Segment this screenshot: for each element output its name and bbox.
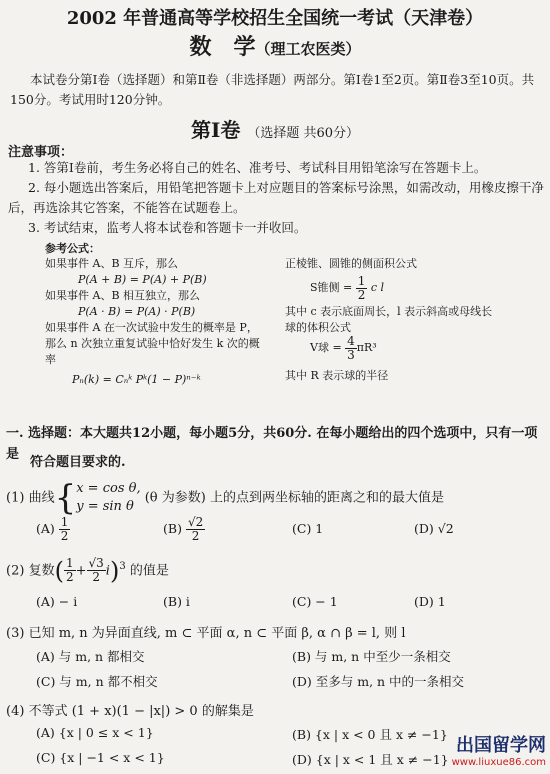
ref-left-line: 如果事件 A、B 相互独立，那么 bbox=[45, 289, 201, 302]
section-heading-cont: 符合题目要求的. bbox=[30, 455, 126, 470]
ref-right-line: V球 = bbox=[310, 341, 346, 354]
watermark-name: 出国留学网 bbox=[456, 735, 546, 756]
option-a: (A) 与 m, n 都相交 bbox=[36, 649, 145, 664]
ref-right-line: c l bbox=[370, 281, 385, 294]
fraction: $\frac{√3}{2}$ bbox=[88, 556, 104, 585]
question-text: 复数 bbox=[28, 563, 55, 579]
imaginary-unit: i bbox=[105, 563, 110, 579]
subject-heading bbox=[0, 30, 550, 61]
question-4 bbox=[6, 700, 254, 719]
fraction: $\frac{√2}{2}$ bbox=[187, 515, 204, 543]
question-1 bbox=[6, 480, 444, 517]
subject-name: 数 学 bbox=[189, 34, 256, 60]
question-number: (4) bbox=[6, 704, 25, 719]
note-item: 2. 每小题选出答案后，用铅笔把答题卡上对应题目的答案标号涂黑，如需改动，用橡皮擦干净后，再选涂其它答案，不能答在试题卷上。 bbox=[8, 180, 544, 215]
option-c: (C) 1 bbox=[292, 521, 324, 536]
volume-label: 第Ⅰ卷 bbox=[190, 118, 241, 142]
question-text: (θ 为参数) 上的点到两坐标轴的距离之和的最大值是 bbox=[144, 490, 444, 506]
option-c: (C) 与 m, n 都不相交 bbox=[36, 674, 158, 689]
ref-left-line: P(A + B) = P(A) + P(B) bbox=[78, 273, 207, 286]
exam-intro: 本试卷分第Ⅰ卷（选择题）和第Ⅱ卷（非选择题）两部分。第Ⅰ卷1至2页。第Ⅱ卷3至10页。共150分。考试用时120分钟。 bbox=[10, 72, 535, 107]
ref-right-line: 球的体积公式 bbox=[285, 321, 351, 334]
note-item: 1. 答第Ⅰ卷前，考生务必将自己的姓名、准考号、考试科目用铅笔涂写在答题卡上。 bbox=[28, 160, 487, 175]
question-number: (1) bbox=[6, 490, 25, 506]
left-brace: { bbox=[54, 478, 77, 518]
option-a: (A) − i bbox=[36, 594, 78, 609]
exponent: 3 bbox=[119, 561, 126, 572]
option-d: (D) 1 bbox=[414, 594, 446, 609]
option-b: (B) i bbox=[163, 594, 190, 609]
question-2 bbox=[6, 551, 169, 587]
ref-left-line: P(A · B) = P(A) · P(B) bbox=[78, 305, 196, 318]
option-b: (B) $\frac{√2}{2}$ bbox=[163, 515, 204, 543]
subject-note: （理工农医类） bbox=[255, 40, 361, 58]
note-item: 3. 考试结束，监考人将本试卷和答题卡一并收回。 bbox=[28, 220, 307, 235]
fraction: $\frac{1}{2}$ bbox=[60, 515, 69, 543]
option-b: (B) 与 m, n 中至少一条相交 bbox=[292, 649, 451, 664]
site-watermark-logo bbox=[452, 731, 546, 768]
right-paren: ) bbox=[109, 556, 120, 585]
option-a: (A) $\frac{1}{2}$ bbox=[36, 515, 69, 543]
fraction: $\frac{4}{3}$ bbox=[347, 333, 355, 362]
exam-title: 2002 年普通高等学校招生全国统一考试（天津卷） bbox=[66, 8, 484, 29]
ref-right-line: πR³ bbox=[356, 341, 377, 354]
option-b: (B) {x | x < 0 且 x ≠ −1} bbox=[292, 727, 448, 742]
volume-heading bbox=[0, 114, 550, 143]
ref-left-line: Pₙ(k) = Cₙᵏ Pᵏ(1 − P)ⁿ⁻ᵏ bbox=[72, 373, 201, 386]
option-d: (D) {x | x < 1 且 x ≠ −1} bbox=[292, 752, 449, 767]
ref-left-line: 如果事件 A 在一次试验中发生的概率是 P， bbox=[45, 321, 258, 334]
ref-left-line: 那么 n 次独立重复试验中恰好发生 k 次的概 bbox=[45, 337, 260, 350]
option-c: (C) {x | −1 < x < 1} bbox=[36, 750, 165, 765]
section-heading: 一. 选择题：本大题共12小题，每小题5分，共60分. 在每小题给出的四个选项中，只有一项是 bbox=[6, 426, 538, 462]
option-a: (A) {x | 0 ≤ x < 1} bbox=[36, 725, 154, 740]
question-text: 不等式 (1 + x)(1 − |x|) > 0 的解集是 bbox=[28, 704, 254, 719]
ref-left-line: 率 bbox=[45, 353, 56, 366]
question-number: (2) bbox=[6, 563, 25, 579]
option-d: (D) 至多与 m, n 中的一条相交 bbox=[292, 674, 465, 689]
fraction: $\frac{1}{2}$ bbox=[65, 556, 74, 585]
ref-cone-formula bbox=[310, 273, 384, 303]
question-number: (3) bbox=[6, 626, 25, 641]
ref-right-line: 其中 R 表示球的半径 bbox=[285, 369, 389, 382]
fraction: $\frac{1}{2}$ bbox=[357, 273, 366, 302]
notes-heading: 注意事项： bbox=[8, 145, 74, 160]
question-text: 曲线 bbox=[28, 490, 55, 506]
ref-right-line: 正棱锥、圆锥的侧面积公式 bbox=[285, 257, 417, 270]
question-3 bbox=[6, 622, 405, 641]
watermark-url: www.liuxue86.com bbox=[451, 757, 546, 768]
option-c: (C) − 1 bbox=[292, 594, 338, 609]
plus-sign: + bbox=[75, 563, 87, 579]
question-text: 已知 m, n 为异面直线, m ⊂ 平面 α, n ⊂ 平面 β, α ∩ β = l, 则 l bbox=[28, 626, 406, 641]
param-system: x = cos θ, y = sin θ bbox=[76, 481, 141, 514]
option-d: (D) √2 bbox=[414, 521, 454, 536]
ref-left-line: 如果事件 A、B 互斥，那么 bbox=[45, 257, 179, 270]
question-text: 的值是 bbox=[129, 563, 169, 579]
ref-sphere-formula bbox=[310, 333, 377, 363]
ref-right-line: S锥侧 = bbox=[310, 281, 356, 294]
volume-note: （选择题 共60分） bbox=[247, 126, 359, 141]
reference-title: 参考公式： bbox=[45, 242, 100, 255]
ref-right-line: 其中 c 表示底面周长，l 表示斜高或母线长 bbox=[285, 305, 493, 318]
left-paren: ( bbox=[54, 556, 64, 585]
